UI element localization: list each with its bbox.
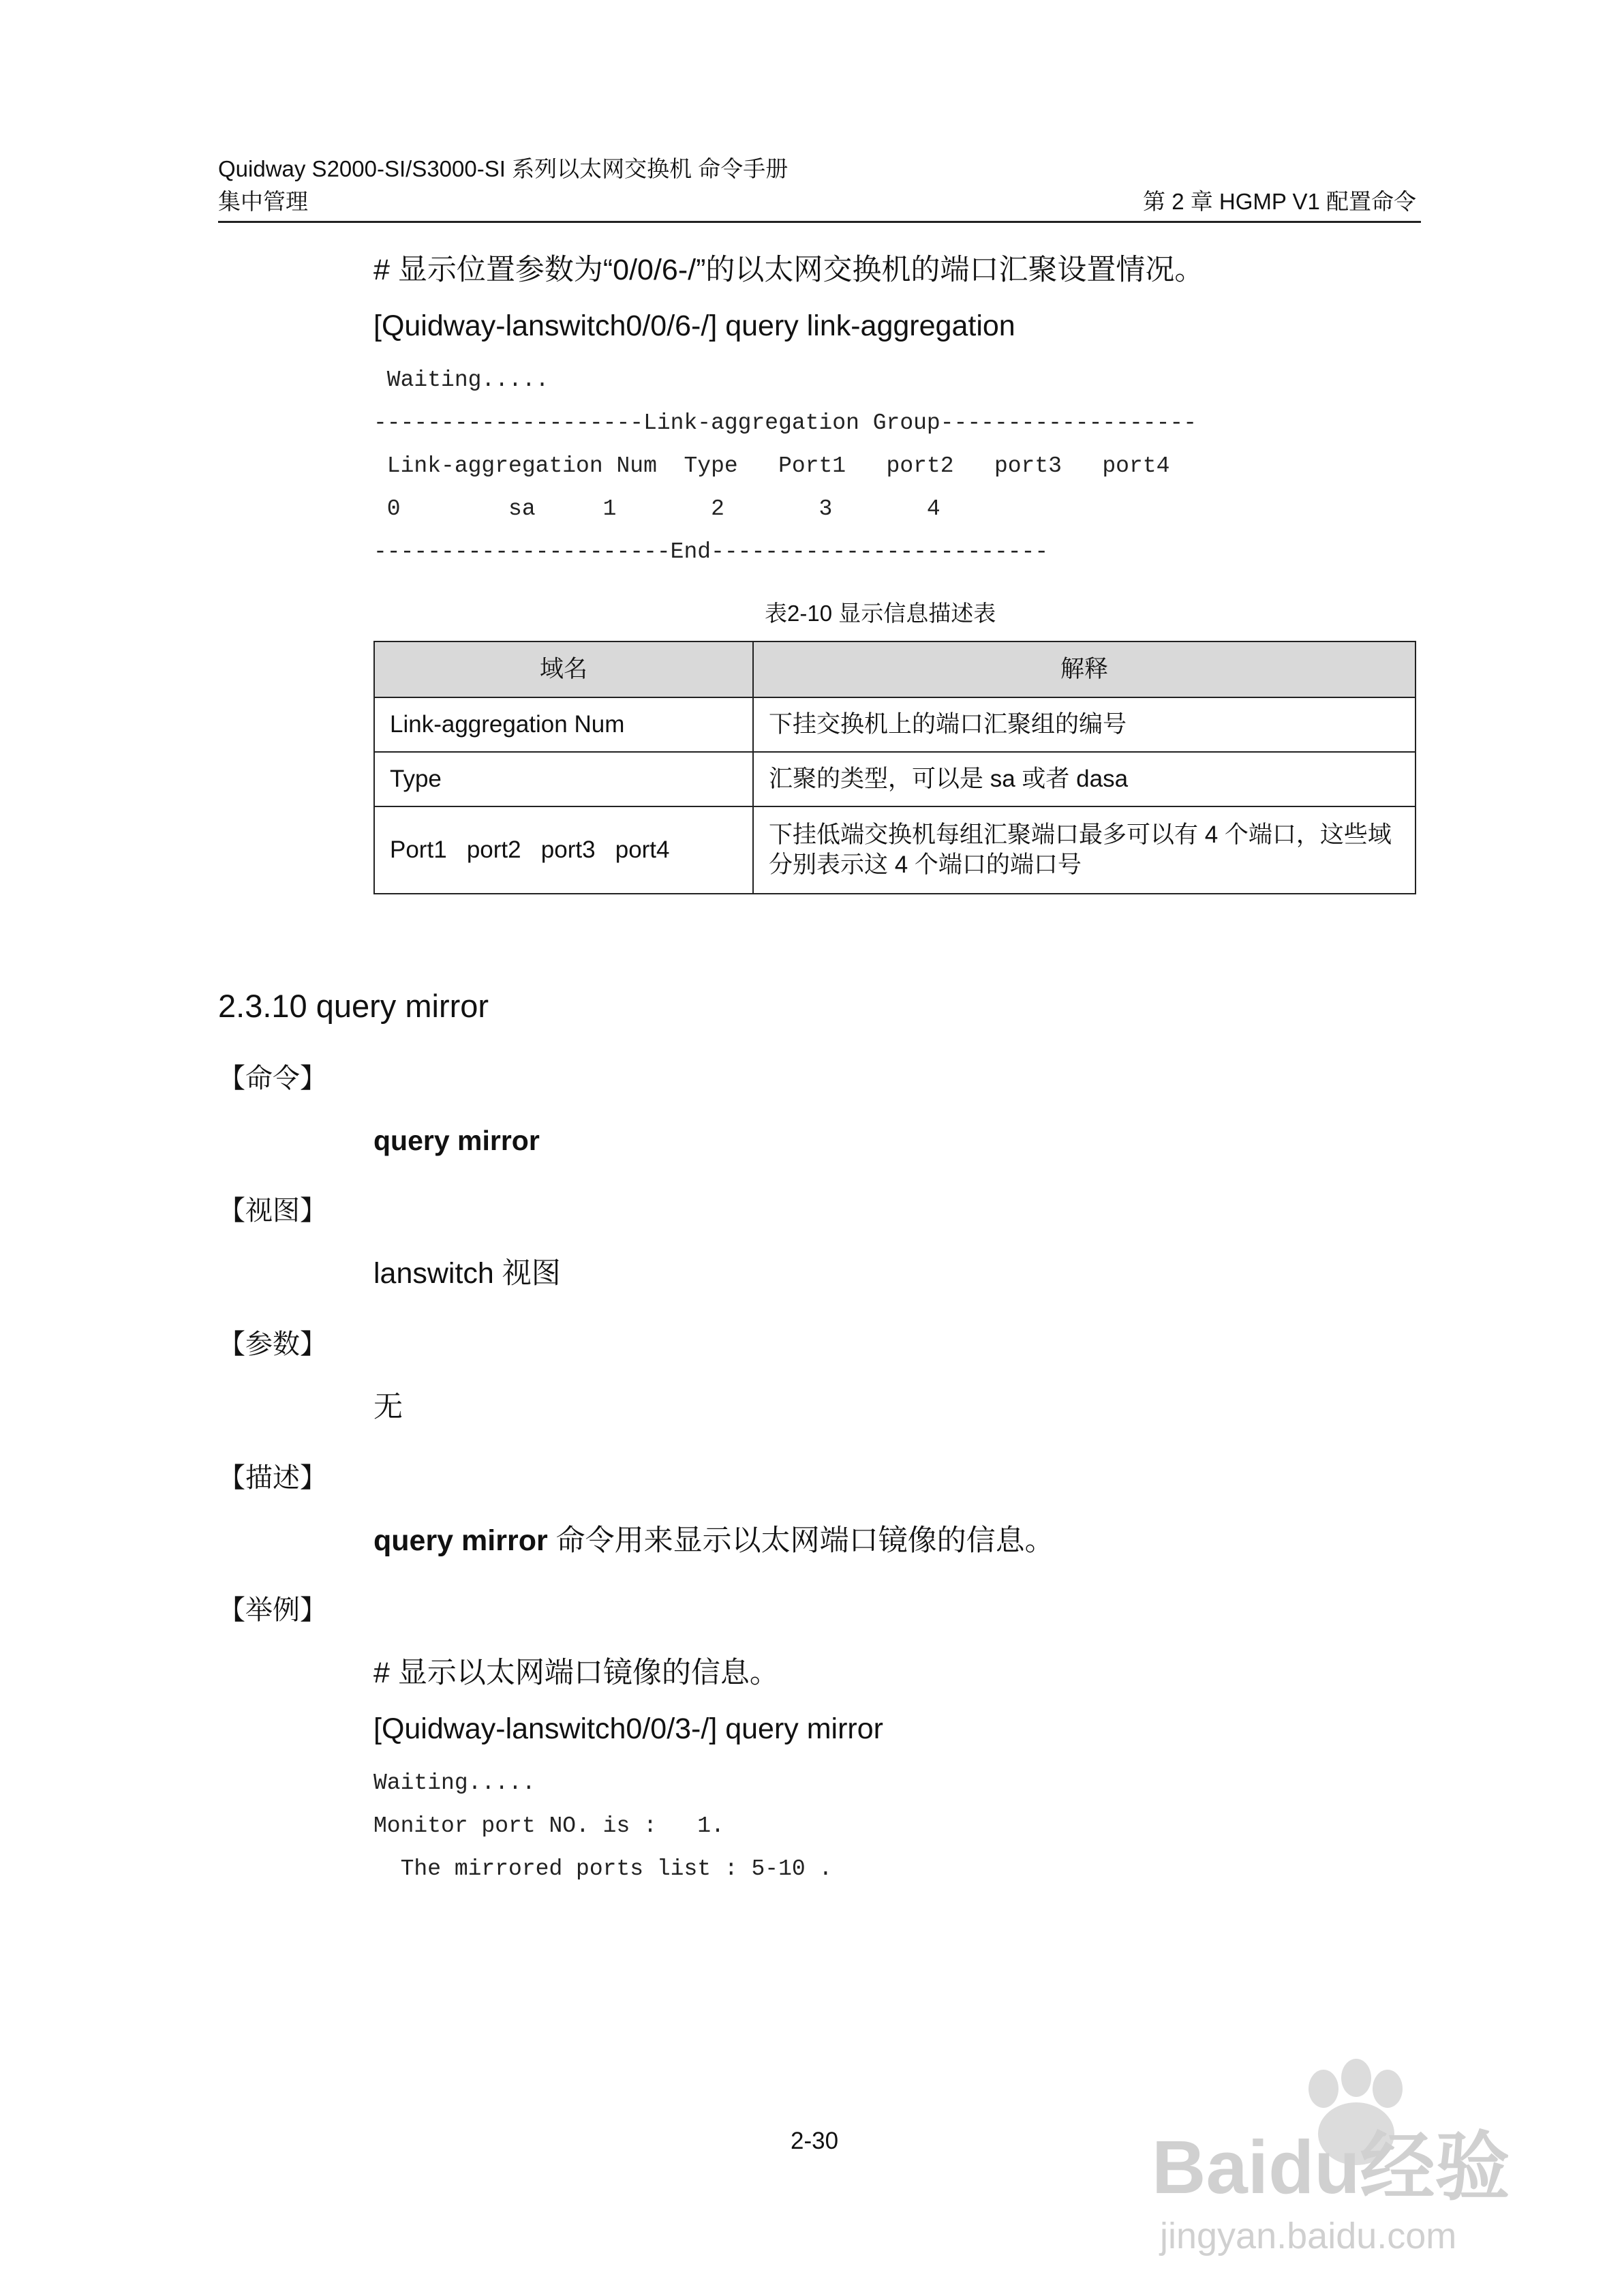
section-heading: 2.3.10 query mirror xyxy=(218,988,489,1024)
view-text: lanswitch 视图 xyxy=(373,1257,561,1290)
label-view: 【视图】 xyxy=(218,1196,327,1226)
desc-bold: query mirror xyxy=(373,1524,548,1557)
params-text: 无 xyxy=(373,1391,403,1423)
example1-output-line: --------------------Link-aggregation Group------------------- xyxy=(373,410,1197,436)
example1-output-line: ----------------------End------------------------- xyxy=(373,539,1049,564)
watermark-brand: Baidu经验 xyxy=(1152,2126,1510,2209)
example2-output-line: The mirrored ports list : 5-10 . xyxy=(373,1856,833,1882)
table-row xyxy=(374,806,1416,894)
page-number: 2-30 xyxy=(791,2128,839,2154)
table-cell-field: Type xyxy=(374,752,753,806)
table-cell-desc: 汇聚的类型，可以是 sa 或者 dasa xyxy=(753,752,1416,806)
command-text: query mirror xyxy=(373,1125,540,1156)
table-row xyxy=(374,752,1416,806)
table-header-field: 域名 xyxy=(374,641,753,697)
label-params: 【参数】 xyxy=(218,1329,327,1359)
example1-command: [Quidway-lanswitch0/0/6-/] query link-aggregation xyxy=(373,309,1015,342)
desc-rest: 命令用来显示以太网端口镜像的信息。 xyxy=(547,1524,1054,1557)
table-cell-desc: 下挂低端交换机每组汇聚端口最多可以有 4 个端口，这些域分别表示这 4 个端口的端口号 xyxy=(753,806,1416,894)
table-cell-field: Link-aggregation Num xyxy=(374,697,753,752)
example1-output-line: Waiting..... xyxy=(373,367,549,393)
example2-output-line: Monitor port NO. is : 1. xyxy=(373,1813,724,1839)
example1-intro: # 显示位置参数为“0/0/6-/”的以太网交换机的端口汇聚设置情况。 xyxy=(373,254,1204,286)
description-table xyxy=(373,641,1416,894)
table-cell-field: Port1 port2 port3 port4 xyxy=(374,806,753,894)
table-header-desc: 解释 xyxy=(753,641,1416,697)
example2-command: [Quidway-lanswitch0/0/3-/] query mirror xyxy=(373,1712,883,1745)
example2-output-line: Waiting..... xyxy=(373,1770,536,1796)
example1-output-line: Link-aggregation Num Type Port1 port2 port3 port4 xyxy=(373,453,1170,479)
header-chapter: 第 2 章 HGMP V1 配置命令 xyxy=(1143,189,1416,214)
table-caption: 表2-10 显示信息描述表 xyxy=(765,601,996,626)
label-example: 【举例】 xyxy=(218,1595,327,1625)
header-rule xyxy=(218,221,1421,223)
watermark xyxy=(1152,2052,1554,2270)
example2-intro: # 显示以太网端口镜像的信息。 xyxy=(373,1657,779,1689)
label-desc: 【描述】 xyxy=(218,1463,327,1493)
table-cell-desc: 下挂交换机上的端口汇聚组的编号 xyxy=(753,697,1416,752)
desc-text xyxy=(373,1523,1054,1558)
table-header-row xyxy=(374,641,1416,697)
header-section: 集中管理 xyxy=(218,189,308,214)
example1-output-line: 0 sa 1 2 3 4 xyxy=(373,496,940,522)
table-row xyxy=(374,697,1416,752)
watermark-url: jingyan.baidu.com xyxy=(1160,2216,1457,2256)
header-title: Quidway S2000-SI/S3000-SI 系列以太网交换机 命令手册 xyxy=(218,156,789,181)
label-command: 【命令】 xyxy=(218,1063,327,1093)
